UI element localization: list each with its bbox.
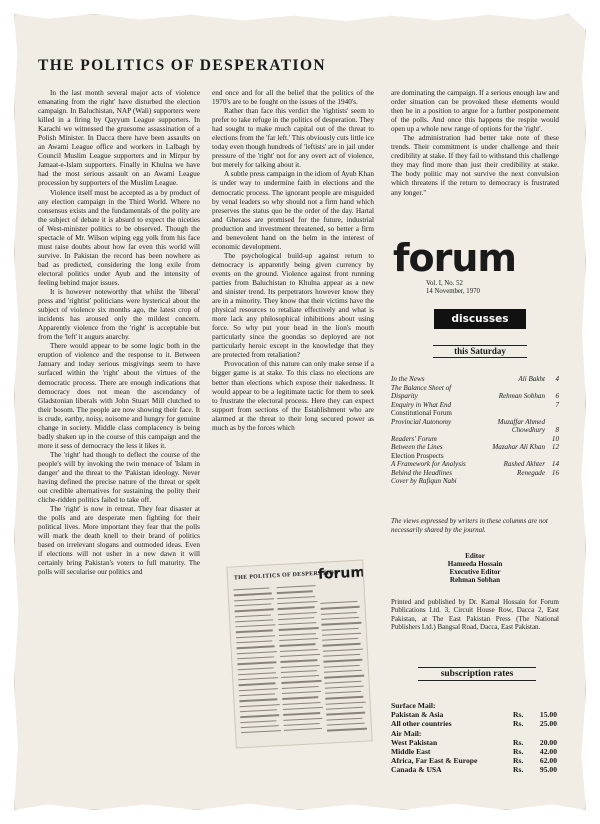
thumb-line [236,640,272,643]
thumb-line [240,720,276,723]
thumb-line [320,601,357,604]
thumb-line [326,712,365,715]
contents-item [391,426,559,435]
paragraph: Rather than face this verdict the 'rightists' seem to prefer to take refuge in the politics of desperation. They had sought to make much capital out of the threat to elections from the 'far left.' This obviously cuts little ice today even though hundreds of 'leftists' are in jail under pressure of the 'right' not for any overt act of violence, but merely for talking about it. [212,107,374,170]
contents-item [391,452,559,461]
thumb-line [241,730,281,733]
thumb-line [279,627,319,630]
contents-author: Mazahar Ali Khan [492,443,545,451]
rate-currency: Rs. [513,719,524,729]
contents-item [391,443,559,452]
thumb-line [238,672,276,675]
thumb-line [278,612,317,615]
contents-item [391,392,559,401]
thumb-line [325,680,362,683]
contents-page: 16 [551,468,559,477]
issue-info [426,280,480,296]
contents-title: Election Prospects [391,451,444,460]
contents-item [391,469,559,478]
thumb-line [282,686,319,689]
thumb-line [326,701,366,704]
contents-title: Readers' Forum [391,434,437,443]
contents-item [391,460,559,469]
rate-region: Africa, Far East & Europe [391,756,478,766]
thumb-line [325,691,361,694]
editor-label: Editor [465,552,485,560]
thumb-line [280,654,320,657]
contents-item [391,409,559,418]
thumb-line [237,656,274,659]
thumb-line [322,633,361,636]
contents-item [391,435,559,444]
paragraph: The administration had better take note of these trends. Their commitment is under challenge and their credibility at stake. If they fail to withstand this challenge they may find more than just their credibility at stake. The body politic may not survive the next convulsion which threatens if the return to democracy is frustrated any longer." [391,134,559,197]
imprint-text: Printed and published by Dr. Kamal Hossain for Forum Publications Ltd. 3, Circuit House Row, Dacca 2, East Pakistan, at The East Pakistan Press (The National Publishers Ltd.) Bangsal Road, Dacca, East Pakistan. [391,598,559,632]
rate-region: All other countries [391,719,452,729]
contents-title: A Framework for Analysis [391,460,466,468]
rate-region: Pakistan & Asia [391,710,444,720]
article-title: THE POLITICS OF DESPERATION [38,57,327,74]
thumb-line [283,717,322,720]
thumb-line [278,622,316,625]
article-column-1 [38,89,200,578]
article-column-2 [212,89,374,433]
rate-currency: Rs. [513,765,524,775]
magazine-page-photo [226,560,372,749]
thumb-line [323,643,361,646]
editors-block [391,553,559,585]
paragraph: end once and for all the belief that the politics of the 1970's are to be fought on the issues of the 1940's. [212,89,374,107]
contents-page: 10 [551,434,559,443]
paragraph: The 'right' had though to deflect the course of the people's will by invoking the twin menace of 'Islam in danger' and the threat to the 'Pakistan ideology. Never having defined the precise nature of the threat or spelt out credible alternatives for sustaining the polity their cliche-ridden politics failed to take off. [38,450,200,505]
paragraph: There would appear to be some logic both in the eruption of violence and the response to it. Between January and today serious misgivings seem to have surfaced within the 'right' about the virtues of the democratic process. There are enough indications that democracy does not mean the ascendancy of Gladstonian liberals with John Stuart Mill clutched to their bosom. The people are now showing their face. It is crude, earthy, noisy, noisome and hungry for genuine change in society. Middle class complacency is being badly shaken up in the course of this campaign and the more it sess of democracy the less it likes it. [38,342,200,450]
thumb-line [321,622,361,625]
thumb-line [240,709,277,712]
thumb-line [325,685,364,688]
thumb-line [277,591,313,594]
rate-row [391,738,559,747]
thumb-title: THE POLITICS OF DESPERATION [233,569,339,582]
contents-author: Rashed Akhter [503,460,545,468]
discusses-banner: discusses [434,309,526,329]
rate-row [391,729,559,738]
contents-author: Muzaffar Ahmed [497,417,545,426]
thumb-line [321,617,359,620]
thumb-line [241,725,279,728]
editor-name: Hameeda Hossain [447,559,503,568]
thumb-line [279,633,316,636]
paragraph: In the last month several major acts of violence emanating from the right' have disturbed the election campaign. In Baluchistan, NAP (Wali) supporters were killed in a firing by Qayyum League supporters. In Karachi we witnessed the gruesome assassination of a Polish Minister. In Dacca there have been assaults on an Awami League office and workers in Lalbagh by Council Muslim League supporters and in Mirpur by Jamaat-e-Islam supporters. Finally in Khulna we have had the most serious assault on an Awami League procession by supporters of the Muslim League. [38,89,200,188]
thumb-line [239,688,278,691]
paragraph: are dominating the campaign. If a serious enough law and order situation can be provoked these elements would then be in a position to argue for a further postponement of the polls. And once this happens the respite would open up a whole new range of options for the 'right'. [391,89,559,134]
thumb-line [283,702,321,705]
thumb-line [237,651,277,654]
thumb-line [238,667,274,670]
thumb-line [284,723,320,726]
article-column-3 [391,89,559,198]
views-disclaimer: The views expressed by writers in these columns are not necessarily shared by the journal. [391,517,548,534]
thumb-line [235,614,271,617]
paragraph: The psychological build-up against return to democracy is apparently being given currency by events on the ground. Violence against front running parties from Baluchistan to Khulna appear as a new and sinister trend. Its perpetrators however know they are in a minority. They know that their victims have the physical resources to retaliate effectively and what is more lack any philosophical inhibitions about using force. So why put your head in the lion's mouth particularly since the goondas so deployed are not particularly heroic except in the knowledge that they are protected from retaliation? [212,251,374,360]
thumb-line [327,728,367,731]
paragraph: Provocation of this nature can only make sense if a bigger game is at stake. To this class no elections are better than elections which expose their nakedness. It would appear to be a legitimate tactic for them to seek to frustrate the electoral process. Here they can expect support from sections of the Establishment who are alarmed at the threat to their long secured power as much as by the forces which [212,360,374,432]
contents-title: Behind the Headlines [391,468,453,477]
rate-amount: 95.00 [539,765,557,775]
rate-region: Surface Mail: [391,701,436,710]
thumb-line [234,603,271,606]
contents-page: 4 [555,375,559,383]
thumb-line [327,723,365,726]
thumb-line [239,683,276,686]
thumb-line [280,643,316,646]
thumb-logo: forum [317,564,366,583]
contents-page: 8 [555,426,559,434]
contents-page: 6 [555,392,559,400]
exec-editor-label: Executive Editor [449,567,501,576]
thumb-line [240,714,279,717]
thumb-line [239,699,277,702]
contents-title: Cover by Rafiqun Nabi [391,477,457,485]
contents-title: Constitutional Forum [391,409,452,417]
thumb-line [234,587,270,590]
contents-page: 7 [555,400,559,409]
rate-row [391,710,559,719]
thumb-line [240,704,280,707]
thumb-line [237,661,276,664]
rate-currency: Rs. [513,737,524,747]
thumb-line [235,624,275,627]
rate-amount: 42.00 [539,746,557,756]
rate-amount: 15.00 [539,710,557,720]
thumb-line [239,693,275,696]
contents-page: 12 [551,443,559,451]
rate-currency: Rs. [513,710,524,720]
rate-region: Middle East [391,746,431,756]
thumb-line [236,635,275,638]
thumb-line [281,675,319,678]
thumb-line [324,675,364,678]
paragraph: The 'right' is now in retreat. They fear disaster at the polls and are desperate men fighting for their political lives. More important they fear that the polls will mark the death knell to their brand of politics based on irrelevant slogans and outmoded ideas. Even if elections will not usher in a new dawn it will certainly bring Pakistan's voters to full maturity. The polls will secularise our politics and [38,505,200,577]
rate-row [391,701,559,710]
contents-author: Renegade [517,468,545,477]
thumb-line [238,677,278,680]
rate-currency: Rs. [513,756,524,766]
subscription-rates [391,701,559,775]
issue-date: 14 November, 1970 [426,288,480,295]
thumb-line [279,638,318,641]
thumb-line [284,728,322,731]
contents-page: 14 [551,460,559,468]
thumb-line [321,606,360,609]
contents-title: Provincial Autonomy [391,417,452,426]
contents-title: Enquiry in What End [391,400,452,409]
thumb-line [276,585,315,588]
paragraph: A subtle press campaign in the idiom of Ayub Khan is under way to undermine faith in elections and the democratic process. The ignorant people are misguided by venal leaders so why should not a firm hand which preserves the status quo be the order of the day. Hartal and Gheraos are promised for the future, industrial production and investment threatened, so better a firm and benevolent hand on the helm in the interest of economic development. [212,170,374,251]
thumb-line [235,619,273,622]
thumb-line [280,659,317,662]
exec-editor-name: Rehman Sobhan [449,575,501,584]
rate-region: Air Mail: [391,728,422,738]
rate-region: Canada & USA [391,765,442,775]
thumb-line [283,707,323,710]
rate-row [391,756,559,765]
thumb-line [278,606,315,609]
thumb-line [322,627,359,630]
this-saturday-heading: this Saturday [433,345,527,358]
rate-row [391,719,559,728]
thumb-line [322,638,358,641]
thumb-line [324,664,360,667]
contents-item [391,418,559,427]
rate-row [391,747,559,756]
rate-currency: Rs. [513,746,524,756]
contents-item [391,384,559,393]
thumb-line [282,696,318,699]
contents-author: Rehman Sobhan [498,392,545,400]
thumb-line [234,593,272,596]
contents-title: In the News [391,375,425,383]
thumb-line [277,596,315,599]
thumb-line [326,707,363,710]
rate-amount: 25.00 [539,719,557,729]
paragraph: It is however noteworthy that whilst the 'liberal' press and 'rightist' politicians were hysterical about the subject of violence six months ago, the latest crop of incidents has aroused only the mildest concern. Apparently violence from the 'right' is acceptable but from the 'left' it augurs anarchy. [38,288,200,342]
thumb-line [282,691,321,694]
rate-region: West Pakistan [391,737,438,747]
thumb-line [281,680,321,683]
thumb-line [235,608,274,611]
contents-author: Ali Bakht [518,375,545,383]
contents-list [391,375,559,486]
thumb-line [321,612,357,615]
rate-amount: 20.00 [539,737,557,747]
rate-amount: 62.00 [539,756,557,766]
subscription-heading: subscription rates [418,667,536,681]
thumb-line [237,646,275,649]
thumb-line [323,659,362,662]
contents-title: The Balance Sheet of [391,383,452,392]
thumb-line [281,664,320,667]
thumb-line [280,649,318,652]
thumb-line [323,654,360,657]
rate-row [391,765,559,774]
thumb-line [281,670,317,673]
thumb-line [323,648,363,651]
contents-item [391,401,559,410]
thumb-line [277,601,317,604]
forum-logo: forum [393,236,517,280]
thumb-line [326,717,362,720]
contents-title: Between the Lines [391,443,443,451]
contents-item [391,375,559,384]
contents-author: Chowdhury [511,426,545,434]
issue-volume: Vol. I, No. 52 [426,280,463,287]
contents-title: Disparity [391,392,418,400]
thumb-line [283,712,320,715]
paragraph: Violence itself must be accepted as a by product of any election campaign in the Third World. Where no consensus exists and the fundamentals of the polity are the subject of debate it is absurd to expect the niceties of West-minister politics to be observed. Though the spectacle of Mr. Wilson wiping egg yolk from his face must raise doubts about how far even this world will survive. In Pakistan the record has been nowhere as bad as predicted, considering the long exile from electoral politics under Ayub and the intensity of feeling behind major issues. [38,188,200,287]
contents-item [391,477,559,486]
thumb-line [234,598,274,601]
thumb-line [324,670,362,673]
thumb-line [325,696,363,699]
thumb-line [278,617,314,620]
thumb-line [236,630,273,633]
